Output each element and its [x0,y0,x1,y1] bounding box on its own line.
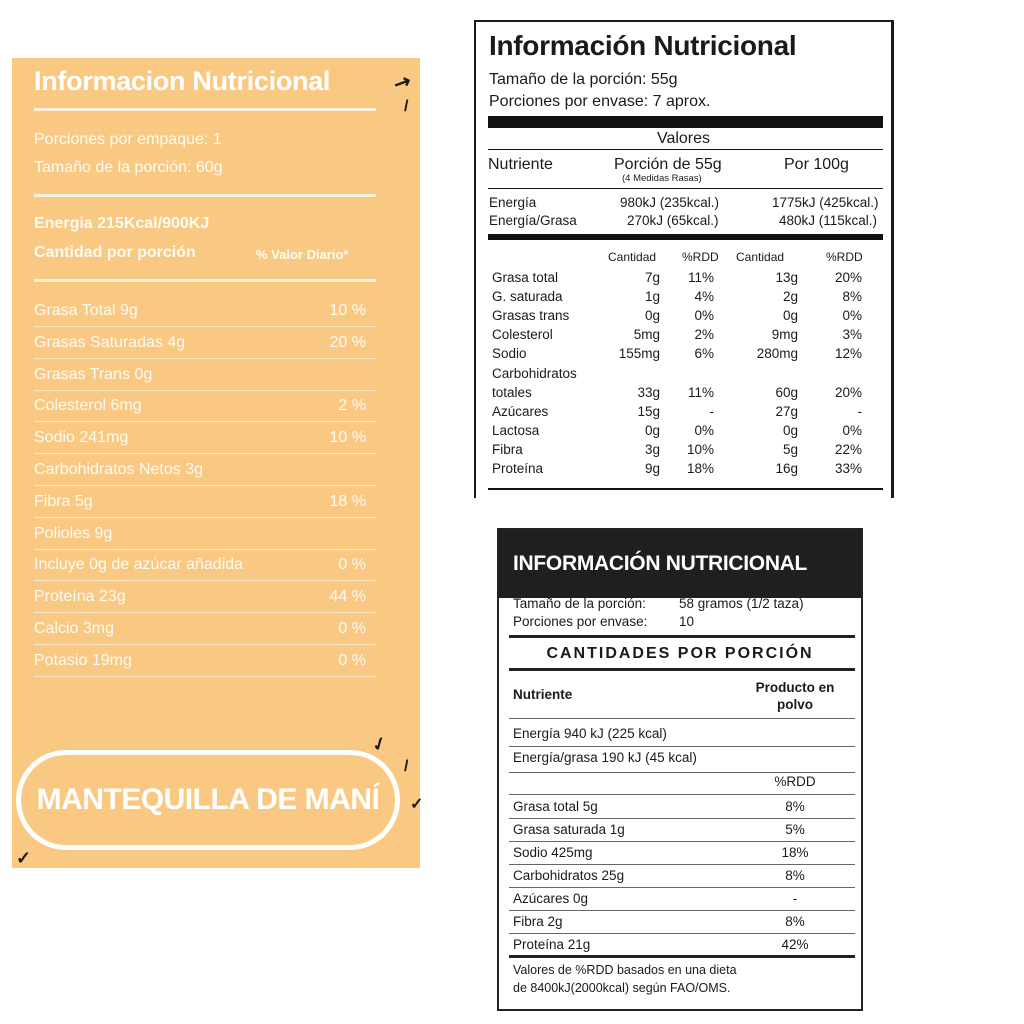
energy-fat-per100: 480kJ (115kcal.) [779,213,878,228]
nutrient-rdd: 0% [842,422,862,438]
sub-header-rdd: %RDD [826,250,863,264]
servings-text: Porciones por envase: 7 aprox. [489,93,711,110]
nutrient-rdd: 42% [781,937,809,952]
sub-header-rdd: %RDD [682,250,719,264]
nutrient-row [34,518,376,550]
thin-rule [488,188,883,189]
nutrient-amount: 33g [637,384,660,400]
nutrient-amount: 2g [782,289,798,305]
nutrient-name: Polioles 9g [34,524,113,542]
row-line [509,933,855,934]
rdd-header: %RDD [774,774,816,789]
nutrient-name: Fibra 5g [34,492,93,510]
daily-value: 20 % [329,333,366,351]
energy-fat-portion: 270kJ (65kcal.) [627,213,719,228]
energy-label: Energía [489,195,537,210]
nutrient-amount: 0g [644,422,660,438]
nutrient-name: G. saturada [492,289,563,305]
panel3-title: INFORMACIÓN NUTRICIONAL [513,552,808,575]
row-line [509,718,855,719]
daily-value: 0 % [338,651,366,669]
nutrient-name: Fibra [492,441,523,457]
daily-value: 44 % [329,588,366,606]
doodle-mark: / [404,98,409,115]
row-line [509,818,855,819]
nutrient-name: Azúcares 0g [513,891,589,906]
nutrient-amount: 27g [775,403,798,419]
row-line [509,794,855,795]
nutrient-name: Grasa saturada 1g [513,822,625,837]
valores-header: Valores [656,130,711,147]
nutrient-rdd: 11% [687,384,714,400]
nutrient-rdd: 0% [694,308,714,324]
nutrient-rdd: 18% [781,845,809,860]
nutrient-name: Sodio [492,346,527,362]
nutrient-amount: 155mg [618,346,660,362]
nutrient-amount: 0g [644,308,660,324]
row-line [509,864,855,865]
doodle-mark: ✓ [16,848,32,868]
nutrient-amount: 280mg [756,346,798,362]
panel2-title: Información Nutricional [489,30,797,61]
product-col-header: Producto en [755,680,835,695]
nutrient-rdd: 8% [842,289,862,305]
daily-value: 18 % [329,492,366,510]
label-informacion-nutricional-55g [474,20,894,498]
title-bar [499,530,861,598]
nutrient-rdd: - [709,403,714,419]
brand-name: MANTEQUILLA DE MANÍ [36,783,380,816]
nutrient-rdd: 2% [694,327,714,343]
thick-rule [509,955,855,958]
row-line [509,910,855,911]
footnote: de 8400kJ(2000kcal) según FAO/OMS. [513,981,731,995]
title-rule [34,108,376,111]
nutrient-col-header: Nutriente [513,687,573,702]
thin-rule [488,149,883,150]
nutrient-rdd: 8% [785,868,805,883]
panel1-title: Informacion Nutricional [34,66,331,96]
nutrient-amount: 0g [782,422,798,438]
nutrient-name: Calcio 3mg [34,620,115,637]
product-col-header-2: polvo [777,697,813,712]
nutrient-name: Sodio 241mg [34,429,129,447]
nutrient-row [34,454,376,486]
daily-value: 0 % [338,620,366,637]
amount-rule [34,279,376,282]
nutrient-amount: 9g [644,461,660,476]
daily-value-label: % Valor Diario* [256,247,349,262]
per100-col-header: Por 100g [784,156,849,173]
section-header: CANTIDADES POR PORCIÓN [546,645,814,662]
servings-text: Porciones por empaque: 1 [34,131,222,148]
nutrient-name: Potasio 19mg [34,651,132,669]
nutrient-name: Grasas Saturadas 4g [34,333,186,351]
nutrient-amount: 13g [775,270,798,285]
nutrient-amount: 7g [644,270,660,285]
nutrient-name: Incluye 0g de azúcar añadida [34,556,244,574]
nutrient-rdd: 33% [834,461,862,476]
nutrient-amount: 16g [775,461,798,476]
label-informacion-nutricional-58g [497,528,863,1011]
bottom-rule [488,488,883,490]
energy-text: Energia 215Kcal/900KJ [34,215,210,232]
doodle-mark: / [404,758,409,775]
energy-row: Energía 940 kJ (225 kcal) [513,726,667,741]
nutrient-name: Fibra 2g [513,914,563,929]
nutrient-name: Colesterol 6mg [34,397,142,415]
nutrient-name: Carbohidratos [492,365,577,381]
energy-portion: 980kJ (235kcal.) [620,195,720,210]
doodle-mark: ✓ [410,796,424,813]
nutrient-rdd: - [857,403,862,419]
nutrient-rdd: 0% [694,422,714,438]
nutrient-rdd: 0% [842,308,862,324]
energy-per100: 1775kJ (425kcal.) [772,195,879,210]
nutrient-rdd: 3% [842,327,862,343]
row-line [34,676,376,677]
nutrient-amount: 60g [775,384,798,400]
nutrient-name: Proteína [492,461,544,476]
nutrient-rdd: 10% [686,441,714,457]
nutrient-rdd: 4% [694,289,714,305]
daily-value: 0 % [338,556,366,574]
nutrient-row [34,295,376,327]
amount-label: Cantidad por porción [34,244,196,261]
nutrient-row [34,327,376,359]
row-line [509,772,855,773]
daily-value: 10 % [329,429,366,447]
nutrient-amount: 5mg [633,327,660,343]
serving-size-text: Tamaño de la porción: 60g [34,159,223,176]
nutrient-name: Carbohidratos 25g [513,868,625,883]
serving-size-value: 58 gramos (1/2 taza) [679,596,804,611]
nutrient-rdd: 22% [834,441,862,457]
row-line [509,841,855,842]
energy-fat-label: Energía/Grasa [489,213,577,228]
nutrient-row [34,390,376,422]
sub-header-cantidad: Cantidad [608,250,657,264]
nutrient-amount: 0g [782,308,798,324]
thick-rule [509,635,855,638]
nutrient-name: Grasas trans [492,308,570,324]
serving-rule [34,194,376,197]
nutrient-row [34,581,376,613]
nutrient-rdd: 11% [687,270,714,285]
daily-value: 10 % [329,302,366,319]
nutrient-name: Azúcares [492,403,549,419]
serving-size-text: Tamaño de la porción: 55g [489,71,678,88]
nutrient-amount: 1g [644,289,660,305]
servings-value: 10 [679,614,695,629]
doodle-mark: ✓ [368,732,390,757]
nutrient-rdd: 8% [785,914,805,929]
nutrient-name: totales [492,384,532,400]
nutrient-name: Colesterol [492,327,553,343]
nutrient-row [34,359,376,391]
nutrient-col-header: Nutriente [488,156,553,173]
nutrient-row [34,422,376,454]
row-line [509,887,855,888]
portion-col-header: Porción de 55g [614,156,722,173]
nutrient-rdd: 5% [785,822,805,837]
nutrient-amount: 3g [644,441,660,457]
thick-rule [509,668,855,671]
nutrient-name: Proteína 21g [513,937,591,952]
nutrient-name: Grasa total [492,270,559,285]
brand-badge [16,750,400,850]
nutrient-amount: 5g [782,441,798,457]
nutrient-name: Grasa total 5g [513,799,598,814]
nutrient-row [34,549,376,581]
nutrient-row [34,645,376,677]
nutrient-rdd: - [792,891,798,906]
nutrient-name: Grasas Trans 0g [34,365,153,383]
nutrient-rdd: 6% [694,346,714,362]
nutrient-name: Sodio 425mg [513,845,593,860]
energy-fat-row: Energía/grasa 190 kJ (45 kcal) [513,750,697,765]
nutrient-rdd: 20% [834,384,862,400]
daily-value: 2 % [338,397,366,415]
nutrient-name: Lactosa [492,422,540,438]
nutrient-rdd: 18% [686,461,714,476]
sub-header-cantidad: Cantidad [736,250,785,264]
portion-col-subheader: (4 Medidas Rasas) [622,173,702,184]
thick-rule [488,234,883,240]
label-mantequilla-de-mani [12,58,424,868]
doodle-mark: ↗ [389,69,415,97]
nutrient-rdd: 20% [834,270,862,285]
nutrient-rdd: 8% [785,799,805,814]
nutrient-name: Proteína 23g [34,588,126,606]
nutrient-amount: 9mg [771,327,798,343]
row-line [509,746,855,747]
nutrient-rdd: 12% [834,346,862,362]
nutrient-amount: 15g [637,403,660,419]
servings-label: Porciones por envase: [513,614,648,629]
footnote: Valores de %RDD basados en una dieta [513,963,737,977]
thick-rule [488,116,883,128]
nutrient-name: Grasa Total 9g [34,302,138,319]
nutrient-row [34,486,376,518]
serving-size-label: Tamaño de la porción: [513,596,646,611]
nutrient-row [34,613,376,645]
nutrient-name: Carbohidratos Netos 3g [34,461,203,478]
